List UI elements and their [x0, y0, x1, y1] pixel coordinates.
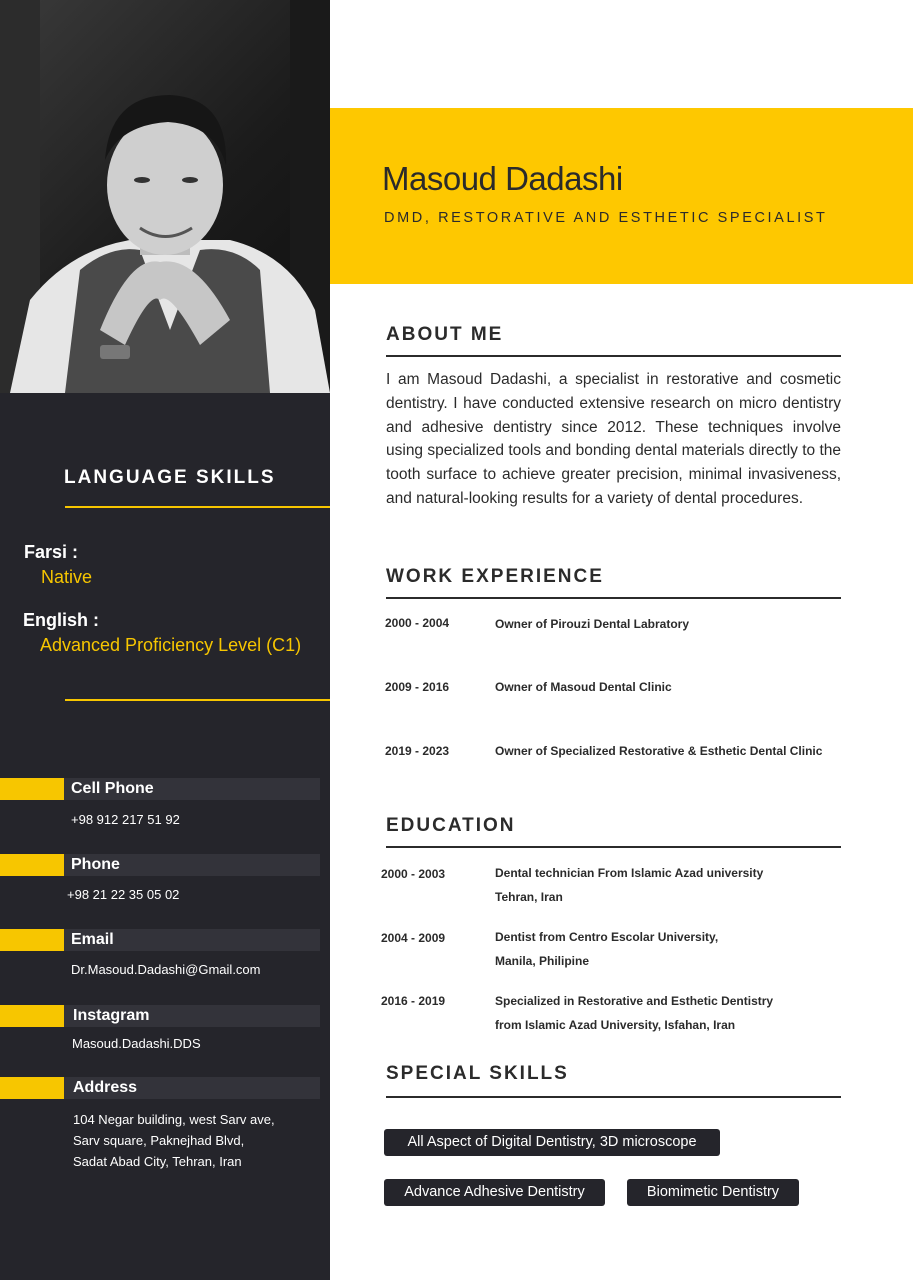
portrait-illustration: [0, 0, 330, 393]
language-rule-bottom: [65, 699, 330, 701]
skill-chip: Biomimetic Dentistry: [627, 1179, 799, 1206]
instagram-value[interactable]: Masoud.Dadashi.DDS: [72, 1036, 201, 1051]
education-entry-line-1: Dentist from Centro Escolar University,: [495, 930, 719, 944]
about-title: ABOUT ME: [386, 324, 504, 345]
skill-chip: All Aspect of Digital Dentistry, 3D microscope: [384, 1129, 720, 1156]
education-rule: [386, 846, 841, 848]
education-title: EDUCATION: [386, 815, 516, 836]
skill-chip: Advance Adhesive Dentistry: [384, 1179, 605, 1206]
address-line-2: Sarv square, Paknejhad Blvd,: [73, 1133, 245, 1148]
education-entry-line-1: Dental technician From Islamic Azad university: [495, 866, 764, 880]
sidebar: [0, 0, 330, 1280]
education-entry-line-1: Specialized in Restorative and Esthetic Dentistry: [495, 994, 774, 1008]
language-farsi-level: Native: [41, 567, 93, 587]
about-rule: [386, 355, 841, 357]
education-years: 2004 - 2009: [381, 931, 446, 945]
work-entry: Owner of Pirouzi Dental Labratory: [495, 617, 690, 631]
phone-label: Phone: [71, 856, 120, 873]
person-title: DMD, RESTORATIVE AND ESTHETIC SPECIALIST: [384, 210, 828, 226]
work-entry: Owner of Specialized Restorative & Esthetic Dental Clinic: [495, 744, 823, 758]
email-label: Email: [71, 931, 114, 948]
email-value[interactable]: Dr.Masoud.Dadashi@Gmail.com: [71, 962, 261, 977]
address-line-3: Sadat Abad City, Tehran, Iran: [73, 1154, 242, 1169]
contact-accent: [0, 854, 64, 876]
work-entry: Owner of Masoud Dental Clinic: [495, 680, 672, 694]
about-text: I am Masoud Dadashi, a specialist in restorative and cosmetic dentistry. I have conducted extensive research on micro dentistry and adhesive dentistry since 2012. These techniques involve using specialized tools and bonding dental materials directly to the tooth surface to achieve greater precision, minimal invasiveness, and natural-looking results for a variety of dental procedures.: [386, 371, 841, 507]
education-entry-line-2: from Islamic Azad University, Isfahan, Iran: [495, 1018, 736, 1032]
language-english-level: Advanced Proficiency Level (C1): [40, 635, 302, 655]
skills-title: SPECIAL SKILLS: [386, 1063, 569, 1084]
education-years: 2016 - 2019: [381, 994, 446, 1008]
cell-phone-value[interactable]: +98 912 217 51 92: [71, 812, 180, 827]
work-years: 2019 - 2023: [385, 744, 450, 758]
address-label: Address: [73, 1079, 138, 1096]
language-farsi: Farsi :: [24, 542, 79, 562]
language-english: English :: [23, 610, 99, 630]
contact-accent: [0, 778, 64, 800]
person-name: Masoud Dadashi: [382, 160, 623, 197]
contact-accent: [0, 1005, 64, 1027]
phone-value[interactable]: +98 21 22 35 05 02: [67, 887, 180, 902]
education-years: 2000 - 2003: [381, 867, 446, 881]
education-entry-line-2: Tehran, Iran: [495, 890, 563, 904]
education-entry-line-2: Manila, Philipine: [495, 954, 590, 968]
skills-rule: [386, 1096, 841, 1098]
work-years: 2000 - 2004: [385, 616, 450, 630]
address-line-1: 104 Negar building, west Sarv ave,: [73, 1112, 275, 1127]
instagram-label: Instagram: [73, 1007, 150, 1024]
profile-photo: [0, 0, 330, 393]
work-title: WORK EXPERIENCE: [386, 566, 604, 587]
work-years: 2009 - 2016: [385, 680, 450, 694]
language-rule-top: [65, 506, 330, 508]
cell-phone-label: Cell Phone: [71, 780, 154, 797]
work-rule: [386, 597, 841, 599]
language-skills-title: LANGUAGE SKILLS: [64, 467, 276, 488]
contact-accent: [0, 929, 64, 951]
contact-accent: [0, 1077, 64, 1099]
